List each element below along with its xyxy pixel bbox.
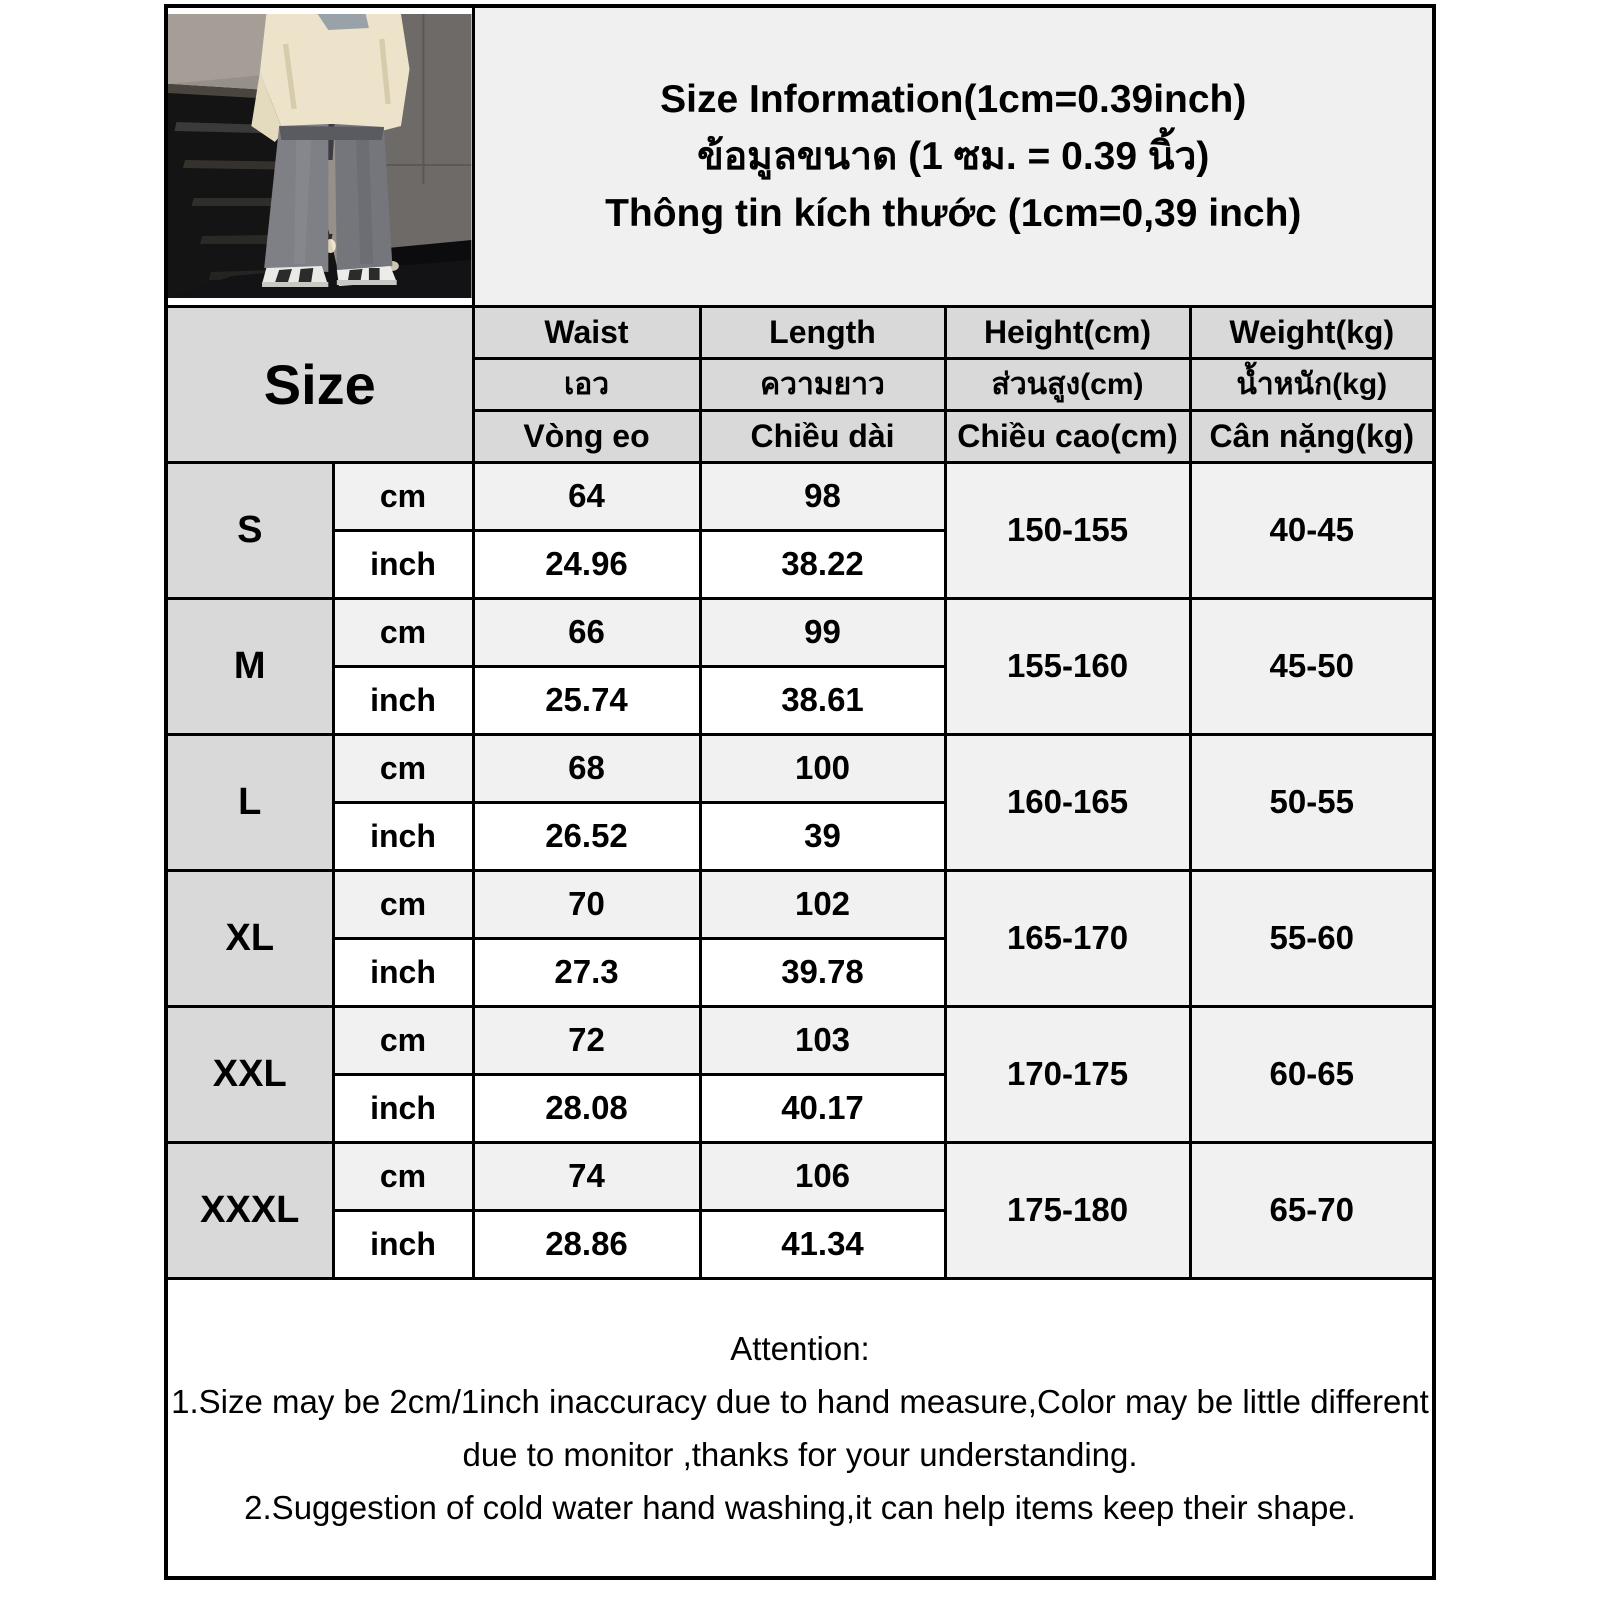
unit-cm: cm <box>333 1006 473 1074</box>
unit-inch: inch <box>333 802 473 870</box>
size-label-xxl: XXL <box>166 1006 333 1142</box>
height-range: 155-160 <box>945 598 1190 734</box>
waist-cm-value: 74 <box>473 1142 700 1210</box>
length-inch-value: 38.22 <box>700 530 945 598</box>
row-l-cm <box>166 734 1434 802</box>
length-header-en: Length <box>700 306 945 358</box>
waist-header-vi: Vòng eo <box>473 410 700 462</box>
size-label-s: S <box>166 462 333 598</box>
waist-cm-value: 68 <box>473 734 700 802</box>
waist-cm-value: 70 <box>473 870 700 938</box>
product-photo-cell <box>166 6 473 306</box>
size-chart-table <box>164 4 1436 1580</box>
waist-inch-value: 25.74 <box>473 666 700 734</box>
weight-header-vi: Cân nặng(kg) <box>1190 410 1434 462</box>
weight-range: 40-45 <box>1190 462 1434 598</box>
weight-range: 45-50 <box>1190 598 1434 734</box>
weight-range: 50-55 <box>1190 734 1434 870</box>
unit-inch: inch <box>333 530 473 598</box>
waist-inch-value: 28.86 <box>473 1210 700 1278</box>
length-header-th: ความยาว <box>700 358 945 410</box>
length-inch-value: 39.78 <box>700 938 945 1006</box>
title-english: Size Information(1cm=0.39inch) <box>660 77 1247 121</box>
size-label-m: M <box>166 598 333 734</box>
attention-row <box>166 1278 1434 1578</box>
waist-header-th: เอว <box>473 358 700 410</box>
unit-inch: inch <box>333 1210 473 1278</box>
waist-header-en: Waist <box>473 306 700 358</box>
unit-inch: inch <box>333 938 473 1006</box>
title-thai: ข้อมูลขนาด (1 ซม. = 0.39 นิ้ว) <box>697 134 1210 178</box>
length-inch-value: 39 <box>700 802 945 870</box>
waist-cm-value: 64 <box>473 462 700 530</box>
attention-note-1: 1.Size may be 2cm/1inch inaccuracy due to hand measure,Color may be little different due to monitor ,thanks for your understanding. <box>171 1382 1429 1473</box>
row-m-cm <box>166 598 1434 666</box>
height-range: 150-155 <box>945 462 1190 598</box>
row-xxl-cm <box>166 1006 1434 1074</box>
attention-note-2: 2.Suggestion of cold water hand washing,it can help items keep their shape. <box>244 1488 1356 1526</box>
row-s-cm <box>166 462 1434 530</box>
unit-cm: cm <box>333 870 473 938</box>
waist-inch-value: 27.3 <box>473 938 700 1006</box>
size-label-xxxl: XXXL <box>166 1142 333 1278</box>
height-range: 175-180 <box>945 1142 1190 1278</box>
title-vietnamese: Thông tin kích thước (1cm=0,39 inch) <box>605 191 1302 235</box>
title-row <box>166 6 1434 306</box>
height-range: 160-165 <box>945 734 1190 870</box>
length-cm-value: 106 <box>700 1142 945 1210</box>
attention-heading: Attention: <box>730 1329 870 1367</box>
length-header-vi: Chiều dài <box>700 410 945 462</box>
waist-cm-value: 72 <box>473 1006 700 1074</box>
height-header-en: Height(cm) <box>945 306 1190 358</box>
header-row-english <box>166 306 1434 358</box>
unit-cm: cm <box>333 598 473 666</box>
length-cm-value: 102 <box>700 870 945 938</box>
weight-range: 60-65 <box>1190 1006 1434 1142</box>
size-header: Size <box>166 306 473 462</box>
waist-inch-value: 24.96 <box>473 530 700 598</box>
height-header-vi: Chiều cao(cm) <box>945 410 1190 462</box>
size-label-l: L <box>166 734 333 870</box>
size-label-xl: XL <box>166 870 333 1006</box>
length-inch-value: 41.34 <box>700 1210 945 1278</box>
height-header-th: ส่วนสูง(cm) <box>945 358 1190 410</box>
length-cm-value: 99 <box>700 598 945 666</box>
product-photo-image <box>168 14 472 298</box>
waist-inch-value: 28.08 <box>473 1074 700 1142</box>
height-range: 170-175 <box>945 1006 1190 1142</box>
unit-cm: cm <box>333 1142 473 1210</box>
size-information-title <box>473 6 1434 306</box>
unit-inch: inch <box>333 666 473 734</box>
height-range: 165-170 <box>945 870 1190 1006</box>
row-xxxl-cm <box>166 1142 1434 1210</box>
weight-header-en: Weight(kg) <box>1190 306 1434 358</box>
length-cm-value: 98 <box>700 462 945 530</box>
length-inch-value: 40.17 <box>700 1074 945 1142</box>
unit-cm: cm <box>333 734 473 802</box>
unit-cm: cm <box>333 462 473 530</box>
weight-header-th: น้ำหนัก(kg) <box>1190 358 1434 410</box>
weight-range: 55-60 <box>1190 870 1434 1006</box>
row-xl-cm <box>166 870 1434 938</box>
length-cm-value: 100 <box>700 734 945 802</box>
unit-inch: inch <box>333 1074 473 1142</box>
weight-range: 65-70 <box>1190 1142 1434 1278</box>
waist-inch-value: 26.52 <box>473 802 700 870</box>
attention-box <box>166 1278 1434 1578</box>
length-cm-value: 103 <box>700 1006 945 1074</box>
waist-cm-value: 66 <box>473 598 700 666</box>
length-inch-value: 38.61 <box>700 666 945 734</box>
